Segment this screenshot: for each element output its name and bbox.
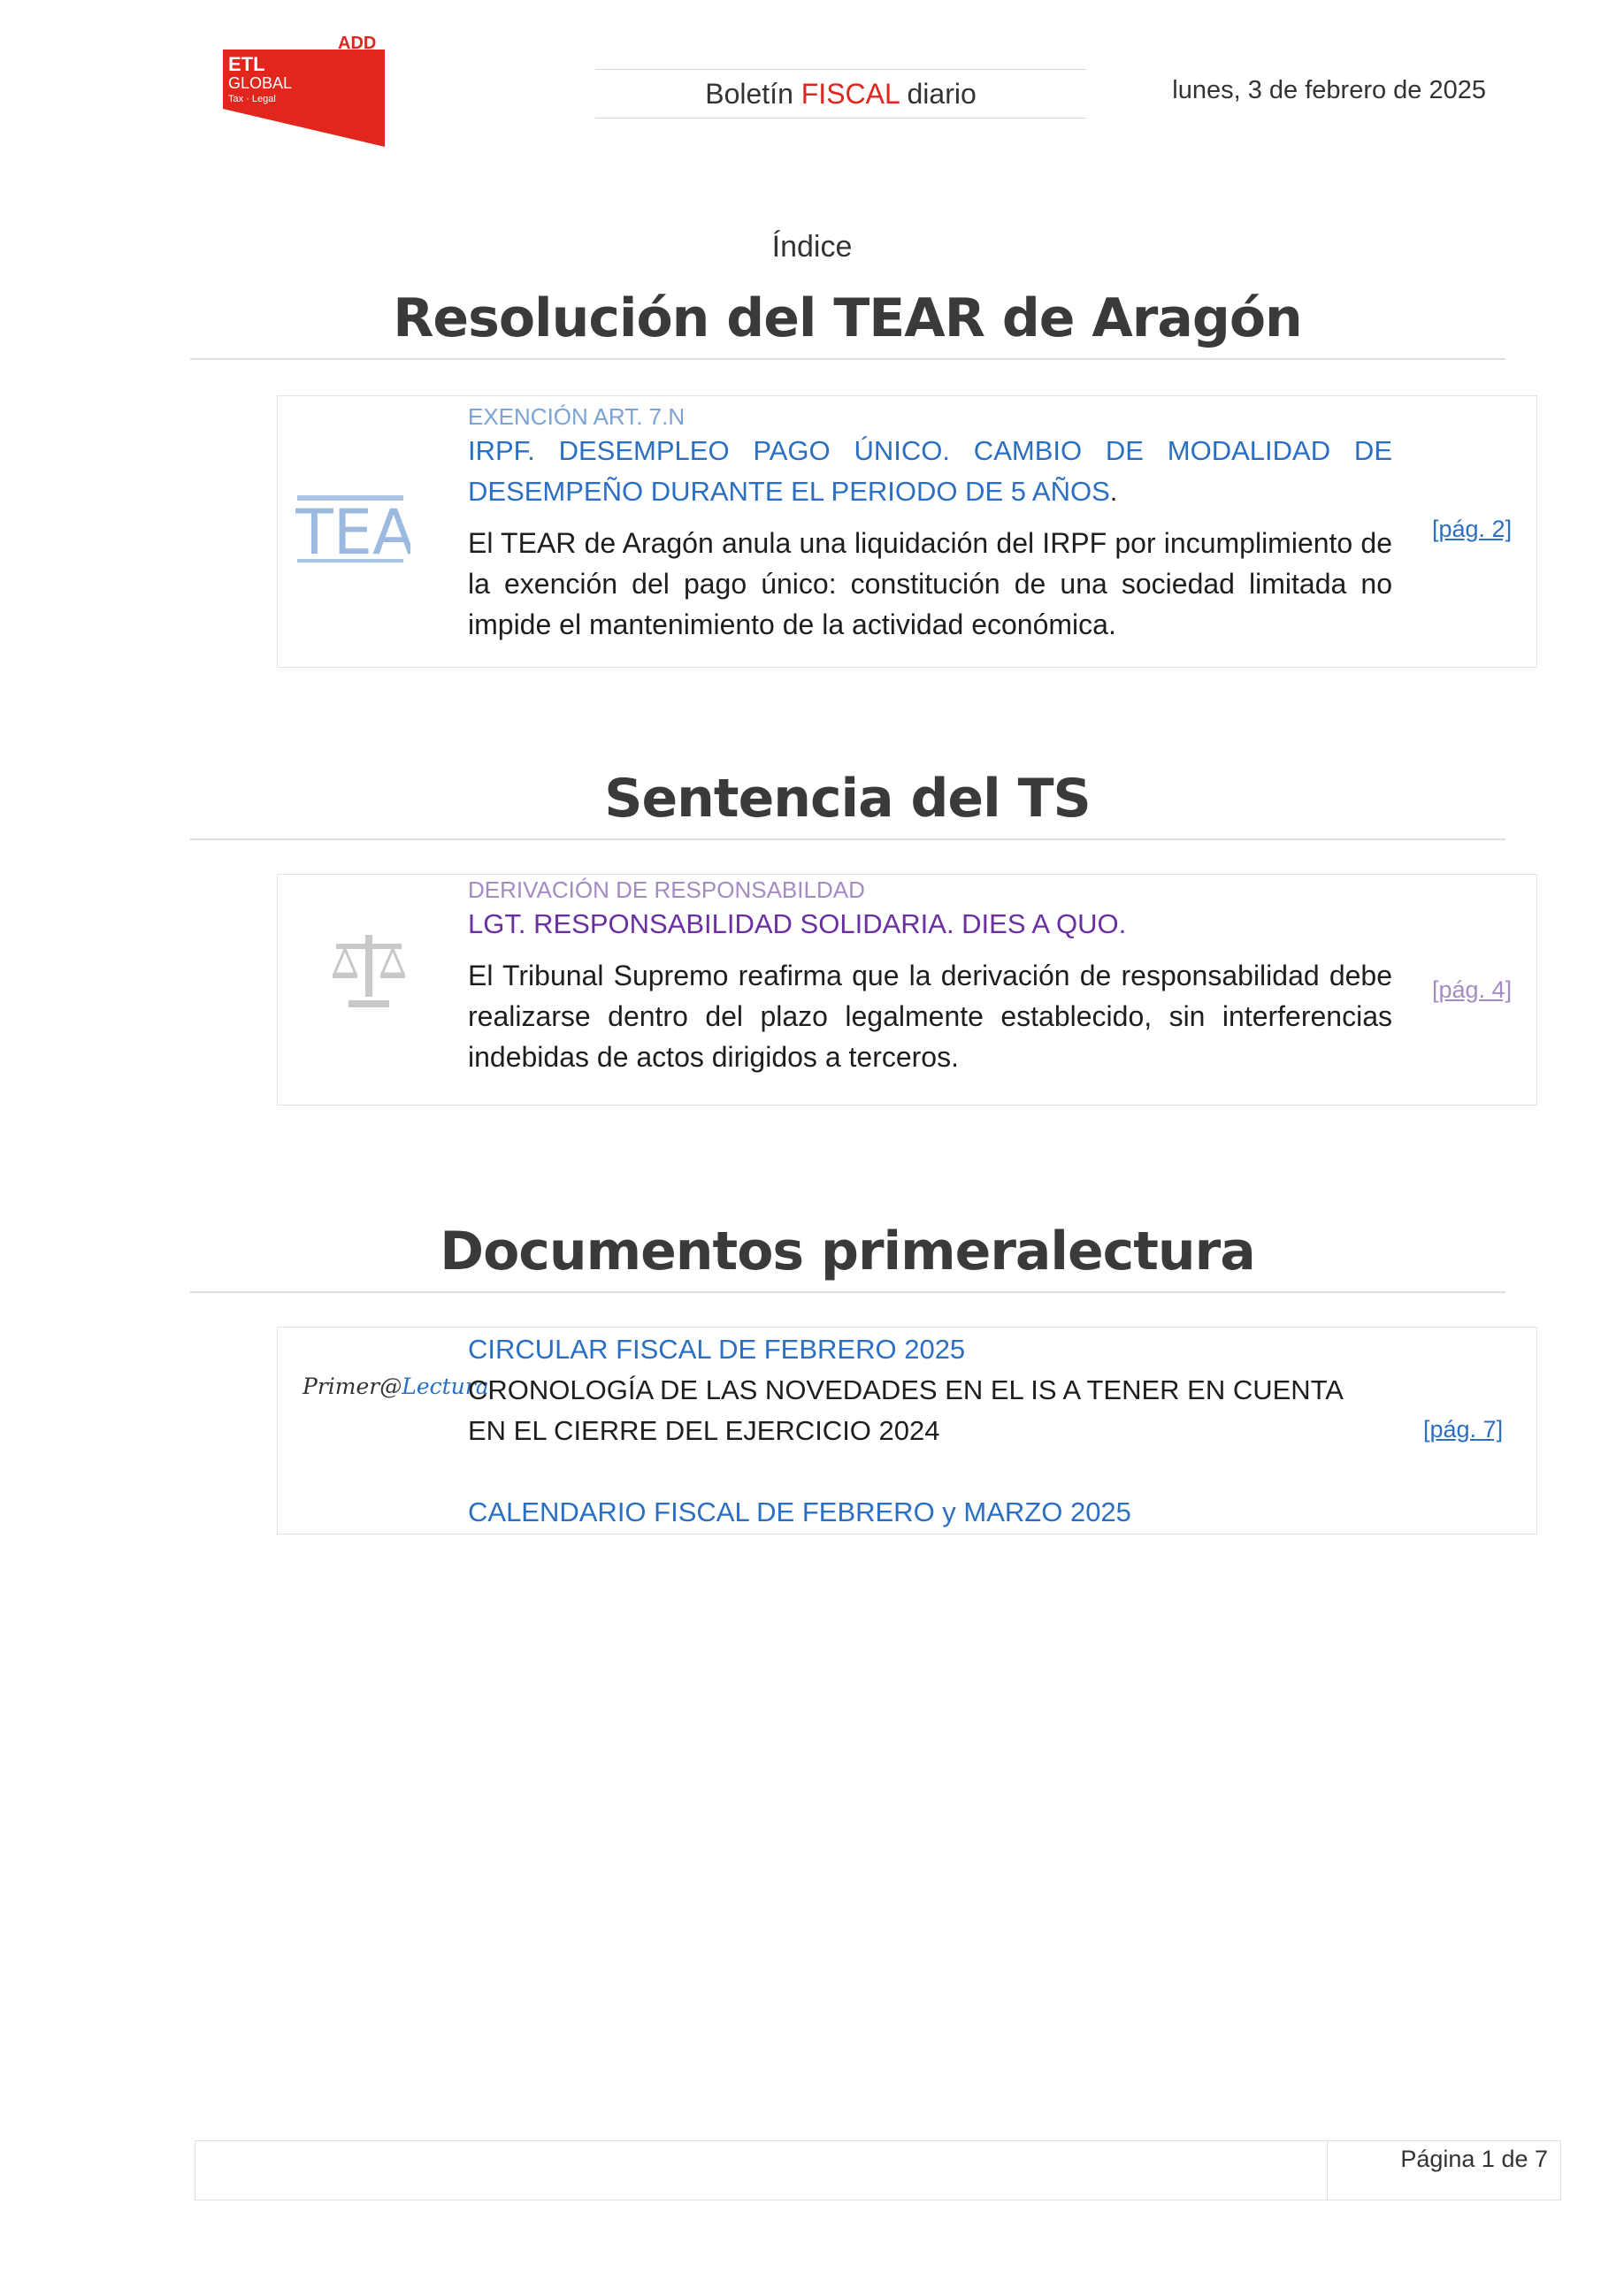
- page-ref-link[interactable]: [pág. 2]: [1432, 516, 1513, 542]
- bulletin-title-highlight: FISCAL: [801, 78, 900, 110]
- tea-logo-icon: [295, 494, 410, 564]
- section-title-ts: Sentencia del TS: [604, 768, 1091, 830]
- card-headline-end: .: [1109, 476, 1118, 507]
- etl-global-logo: [221, 34, 385, 147]
- svg-text:TEA: TEA: [295, 496, 410, 564]
- card-headline[interactable]: [468, 431, 1392, 512]
- card-description: El TEAR de Aragón anula una liquidación del IRPF por incumplimiento de la exención del pago único: constitución de una sociedad limitada no impide el mantenimiento de la actividad económica.: [468, 527, 1392, 640]
- bulletin-title: [595, 69, 1086, 119]
- circular-link[interactable]: CIRCULAR FISCAL DE FEBRERO 2025: [468, 1334, 966, 1365]
- section-divider: [190, 838, 1505, 840]
- card-headline-text: IRPF. DESEMPLEO PAGO ÚNICO. CAMBIO DE MODALIDAD DE DESEMPEÑO DURANTE EL PERIODO DE 5 AÑOS: [468, 435, 1392, 507]
- section-divider: [190, 358, 1505, 360]
- card-description: El Tribunal Supremo reafirma que la derivación de responsabilidad debe realizarse dentro del plazo legalmente establecido, sin interferencias indebidas de actos dirigidos a terceros.: [468, 960, 1392, 1073]
- primeralectura-logo-text-b: Lectura: [402, 1374, 489, 1399]
- index-card-ts: [277, 874, 1537, 1106]
- logo-etl-text: ETL: [228, 53, 265, 75]
- calendar-link[interactable]: CALENDARIO FISCAL DE FEBRERO y MARZO 2025: [468, 1496, 1131, 1527]
- page-ref-link[interactable]: [pág. 7]: [1423, 1416, 1504, 1443]
- primeralectura-logo-icon: [303, 1374, 489, 1409]
- primeralectura-logo-text-a: Primer@: [303, 1374, 402, 1399]
- card-kicker: DERIVACIÓN DE RESPONSABILDAD: [468, 876, 865, 903]
- section-title-primeralectura: Documentos primeralectura: [440, 1221, 1255, 1282]
- section-title-tear: Resolución del TEAR de Aragón: [393, 287, 1302, 349]
- index-card-tear: [277, 395, 1537, 668]
- page-ref-link[interactable]: [pág. 4]: [1432, 976, 1513, 1003]
- index-heading: Índice: [771, 230, 853, 264]
- logo-add-text: ADD: [338, 34, 377, 53]
- bulletin-title-suffix: diario: [899, 78, 977, 110]
- scales-of-justice-icon: [329, 930, 409, 1009]
- card-headline[interactable]: CRONOLOGÍA DE LAS NOVEDADES EN EL IS A TENER EN CUENTA EN EL CIERRE DEL EJERCICIO 2024: [468, 1374, 1343, 1446]
- index-card-primeralectura: [277, 1327, 1537, 1534]
- card-kicker: EXENCIÓN ART. 7.N: [468, 403, 686, 430]
- card-headline[interactable]: LGT. RESPONSABILIDAD SOLIDARIA. DIES A QUO.: [468, 908, 1127, 939]
- bulletin-date: lunes, 3 de febrero de 2025: [1172, 76, 1486, 104]
- logo-global-text: GLOBAL: [228, 74, 293, 92]
- page-number: Página 1 de 7: [1400, 2146, 1548, 2172]
- bulletin-title-prefix: Boletín: [705, 78, 801, 110]
- logo-taxlegal-text: Tax · Legal: [228, 94, 276, 104]
- section-divider: [190, 1291, 1505, 1293]
